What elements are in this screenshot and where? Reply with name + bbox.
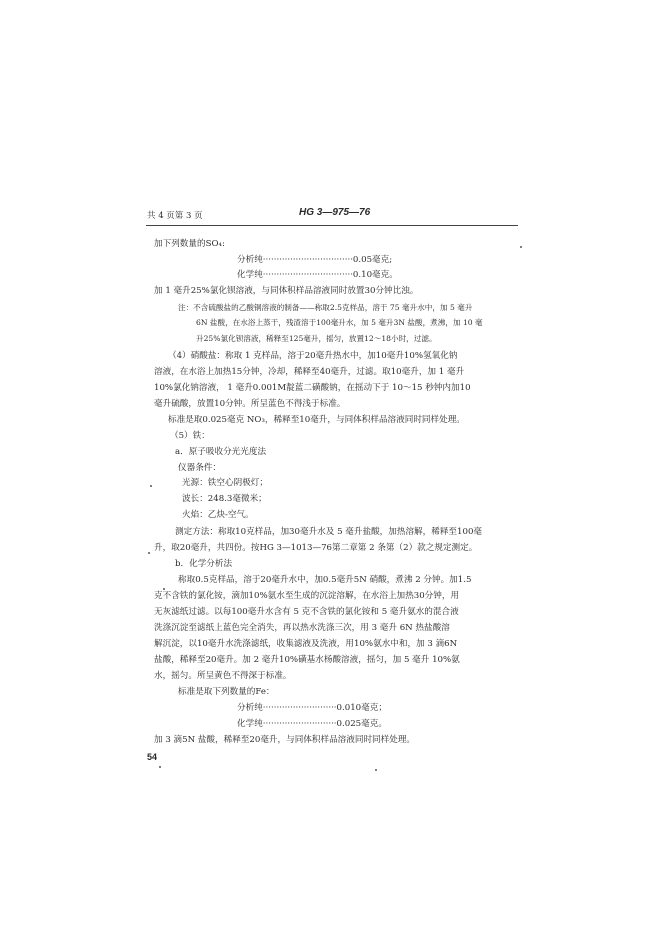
section-heading: （5）铁： bbox=[170, 431, 210, 441]
text-line: 克不含铁的氯化铵，滴加10%氨水至生成的沉淀溶解，在水浴上加热30分钟，用 bbox=[154, 591, 460, 601]
text-line: 化学纯·································0.10毫克。 bbox=[237, 270, 398, 280]
text-line: 标准是取0.025毫克 NO₃，稀释至10毫升，与同体积样品溶液同时同样处理。 bbox=[168, 415, 465, 425]
text-line: 解沉淀，以10毫升水洗涤滤纸，收集滤液及洗液，用10%氨水中和，加 3 滴6N bbox=[154, 639, 458, 649]
scan-speck bbox=[148, 552, 150, 554]
text-line: 标准是取下列数量的Fe： bbox=[178, 687, 275, 697]
text-line: 波长：248.3毫微米； bbox=[182, 494, 267, 504]
text-line: 加 3 滴5N 盐酸，稀释至20毫升，与同体积样品溶液同时同样处理。 bbox=[154, 735, 416, 745]
text-line: 火焰：乙炔-空气。 bbox=[182, 510, 254, 520]
standard-code-header: HG 3—975—76 bbox=[299, 207, 371, 218]
scan-speck bbox=[150, 485, 152, 487]
text-line: 溶液，在水浴上加热15分钟，冷却，稀释至40毫升，过滤。取10毫升，加 1 毫升 bbox=[154, 367, 465, 377]
text-line: 10%氯化钠溶液， 1 毫升0.001M靛蓝二磺酸钠，在摇动下于 10～15 秒钟内加10 bbox=[154, 383, 471, 393]
text-line: 洗涤沉淀至滤纸上蓝色完全消失，再以热水洗涤三次，用 3 毫升 6N 热盐酸溶 bbox=[154, 623, 450, 633]
text-line: 仪器条件： bbox=[178, 463, 221, 473]
text-line: 毫升硫酸，放置10分钟。所呈蓝色不得浅于标准。 bbox=[154, 399, 346, 409]
note-line: 注：不含硫酸盐的乙酸铜溶液的制备——称取2.5克样品，溶于 75 毫升水中，加 5 毫升 bbox=[178, 303, 473, 312]
text-line: 分析纯···························0.010毫克； bbox=[237, 703, 387, 713]
text-line: 盐酸，稀释至20毫升。加 2 毫升10%磺基水杨酸溶液，摇匀，加 5 毫升 10%氨 bbox=[154, 655, 460, 665]
scan-speck bbox=[520, 246, 522, 248]
text-line: 称取0.5克样品，溶于20毫升水中，加0.5毫升5N 硝酸，煮沸 2 分钟。加1.5 bbox=[178, 575, 472, 585]
text-line: 升，取20毫升，共四份。按HG 3—1013—76第二章第 2 条第（2）款之规定测定。 bbox=[154, 543, 478, 553]
note-line: 升25%氯化钡溶液，稀释至125毫升，摇匀，放置12～18小时，过滤。 bbox=[196, 334, 437, 343]
text-line: 化学纯···························0.025毫克。 bbox=[237, 719, 387, 729]
subsection-heading: b．化学分析法 bbox=[175, 559, 233, 569]
page-count-header: 共 4 页第 3 页 bbox=[147, 211, 203, 221]
text-line: 加 1 毫升25%氯化钡溶液，与同体积样品溶液同时放置30分钟比浊。 bbox=[154, 286, 419, 296]
scan-speck bbox=[375, 769, 377, 771]
text-line: 分析纯·································0.05毫克; bbox=[237, 255, 393, 265]
scan-speck bbox=[159, 766, 161, 768]
text-line: 测定方法：称取10克样品，加30毫升水及 5 毫升盐酸，加热溶解，稀释至100毫 bbox=[175, 527, 483, 537]
text-line: 光源：铁空心阴极灯； bbox=[182, 478, 268, 488]
text-line: 无灰滤纸过滤。以每100毫升水含有 5 克不含铁的氯化铵和 5 毫升氨水的混合液 bbox=[154, 607, 459, 617]
scan-speck bbox=[163, 588, 165, 590]
text-line: 加下列数量的SO₄: bbox=[154, 239, 225, 249]
text-line: （4）硝酸盐：称取 1 克样品，溶于20毫升热水中，加10毫升10%氢氧化钠 bbox=[168, 351, 458, 361]
header-rule bbox=[146, 225, 518, 226]
text-line: 水，摇匀。所呈黄色不得深于标准。 bbox=[154, 671, 292, 681]
note-line: 6N 盐酸，在水浴上蒸干，残渣溶于100毫升水，加 5 毫升3N 盐酸，煮沸，加 10 毫 bbox=[196, 318, 483, 327]
page-number: 54 bbox=[147, 752, 158, 762]
subsection-heading: a．原子吸收分光光度法 bbox=[175, 447, 267, 457]
